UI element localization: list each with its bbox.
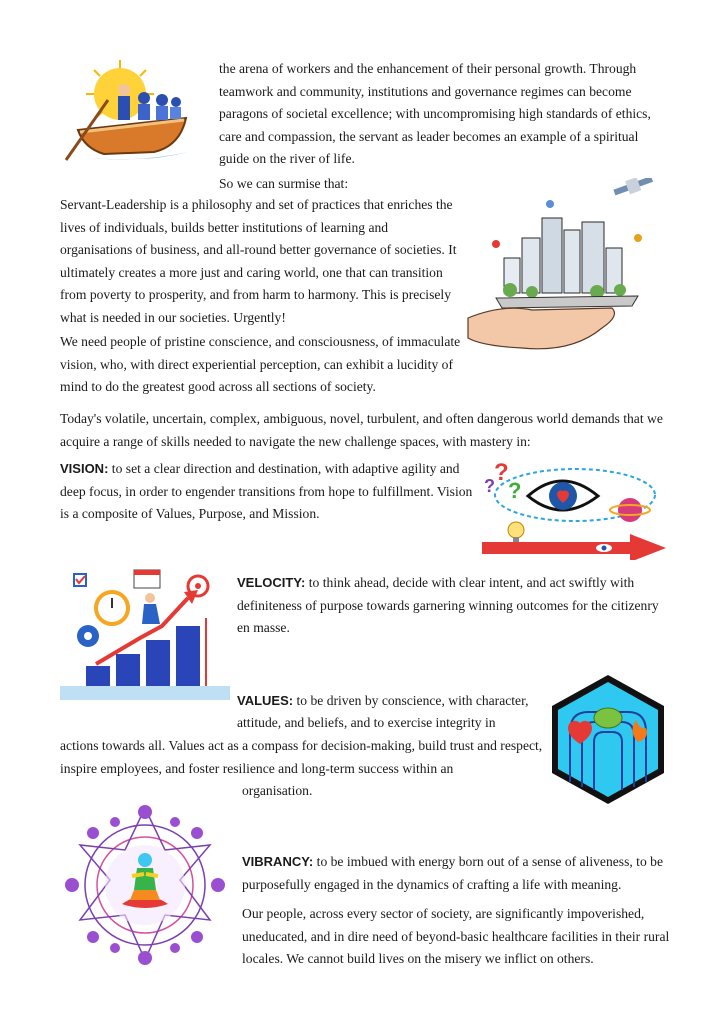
surmise-line: So we can surmise that: <box>219 176 349 191</box>
vision-eye-illustration <box>480 460 670 560</box>
meditation-mandala-illustration <box>60 800 230 970</box>
velocity-growth-illustration <box>60 568 230 708</box>
values-line-4: organisation. <box>242 783 313 798</box>
vision-paragraph: VISION: to set a clear direction and destination, with adaptive agility and deep focus, in order to engender transitions from hope to fulfillment. Vision is a composite of Values, Purpose, and Mission. <box>60 461 473 521</box>
stopwatch-icon <box>96 592 128 624</box>
velocity-label: VELOCITY: <box>237 575 306 590</box>
servant-leadership-paragraph: Servant-Leadership is a philosophy and set of practices that enriches the lives of individuals, builds better institutions of learning and organisations of business, and all-round better governance of societies. It ultimately creates a more just and caring world, one that can transition from poverty to prosperity, and from harm to harmony. This is precisely what is needed in our societies. Urgently! <box>60 197 457 325</box>
conscience-paragraph: We need people of pristine conscience, and consciousness, of immaculate vision, who, with direct experiential perception, can exhibit a lucidity of mind to do the greatest good across all sections of society. <box>60 334 461 394</box>
vibrancy-paragraph: VIBRANCY: to be imbued with energy born out of a sense of aliveness, to be purposefully engaged in the dynamics of crafting a life with meaning. <box>242 854 663 892</box>
city-in-hand-illustration <box>462 178 667 373</box>
values-line-1: VALUES: to be driven by conscience, with character, <box>237 693 529 708</box>
boat-leader-illustration <box>58 60 198 165</box>
values-label: VALUES: <box>237 693 294 708</box>
svg-text:?: ? <box>508 478 522 503</box>
intro-paragraph: the arena of workers and the enhancement of their personal growth. Through teamwork and community, institutions and governance regimes can become paragons of societal excellence; with uncompromising high standards of ethics, care and compassion, the servant as leader becomes an example of a spiritual guide on the river of life. <box>219 61 651 166</box>
calendar-icon <box>134 570 160 588</box>
vision-label: VISION: <box>60 461 109 476</box>
gear-icon <box>77 625 99 647</box>
challenge-paragraph: Today's volatile, uncertain, complex, ambiguous, novel, turbulent, and often dangerous world demands that we acquire a range of skills needed to navigate the new challenge spaces, with mastery in: <box>60 411 663 449</box>
satellite-icon <box>612 178 654 199</box>
lightbulb-icon <box>508 522 524 542</box>
final-paragraph: Our people, across every sector of society, are significantly impoverished, uneducated, and in dire need of beyond-basic healthcare facilities in their rural locales. We cannot build lives on the misery we inflict on others. <box>242 906 670 966</box>
eye-icon <box>528 481 598 510</box>
values-hexagon-illustration <box>548 672 668 807</box>
velocity-paragraph: VELOCITY: to think ahead, decide with clear intent, and act swiftly with definiteness of purpose towards garnering winning outcomes for the citizenry en masse. <box>237 575 659 635</box>
values-line-3: actions towards all. Values act as a compass for decision-making, build trust and respect, inspire employees, and foster resilience and long-term success within an <box>60 738 543 776</box>
svg-text:?: ? <box>494 460 509 486</box>
vibrancy-label: VIBRANCY: <box>242 854 314 869</box>
svg-text:?: ? <box>484 476 495 496</box>
values-line-2: attitude, and beliefs, and to exercise integrity in <box>237 715 496 730</box>
brain-icon <box>594 708 622 728</box>
